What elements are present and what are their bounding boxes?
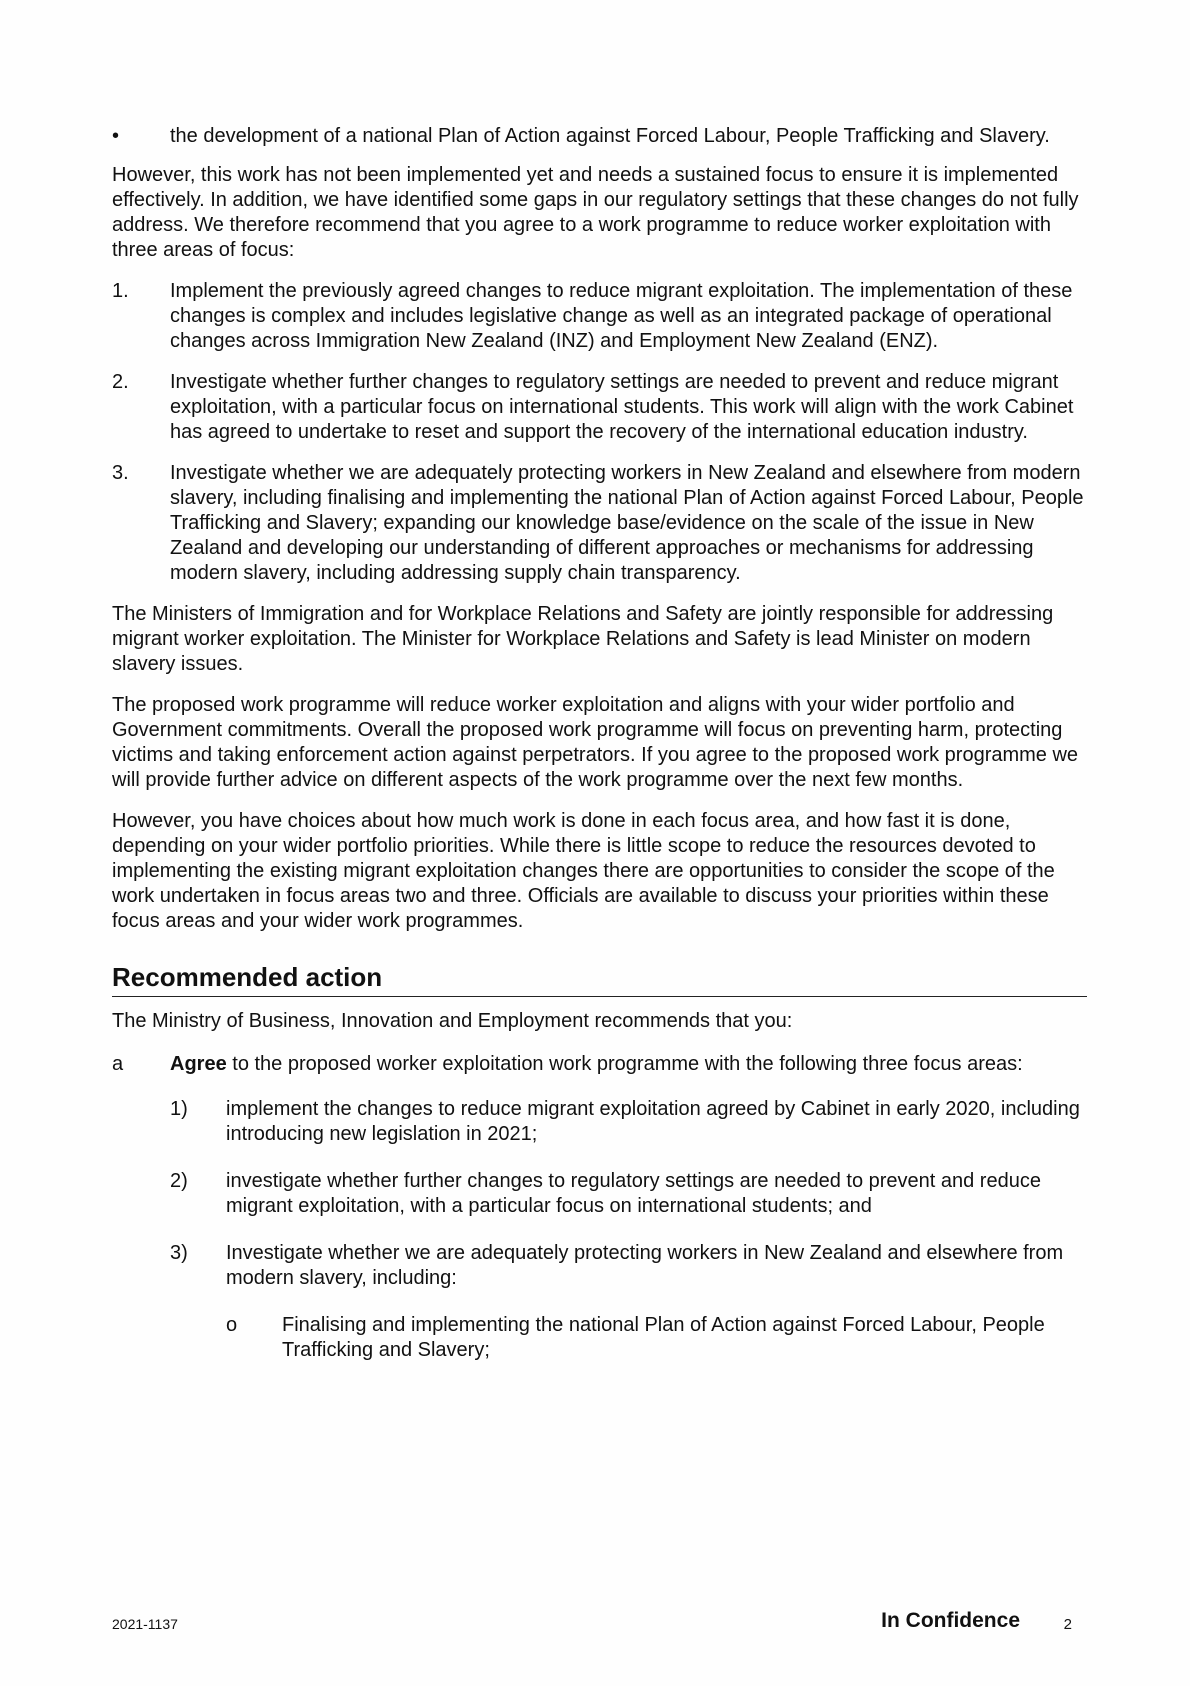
paragraph-however-choices: However, you have choices about how much work is done in each focus area, and how fast it is done, depending on your wider portfolio priorities. While there is little scope to reduce the resources devoted to implementing the existing migrant exploitation changes there are opportunities to consider the scope of the work undertaken in focus areas two and three. Officials are available to discuss your priorities within these focus areas and your wider work programmes.	[112, 810, 1055, 932]
paragraph-ministers: The Ministers of Immigration and for Workplace Relations and Safety are jointly responsible for addressing migrant worker exploitation. The Minister for Workplace Relations and Safety is lead Minister on modern slavery issues.	[112, 603, 1054, 675]
recommendation-body: to the proposed worker exploitation work programme with the following three focus areas:	[226, 1053, 1023, 1075]
list-text: Finalising and implementing the national Plan of Action against Forced Labour, People Trafficking and Slavery;	[282, 1314, 1045, 1361]
list-marker: 3.	[112, 462, 129, 484]
recommendation-item-a	[112, 1052, 1087, 1077]
focus-area-item	[112, 370, 1087, 445]
document-reference: 2021-1137	[112, 1616, 178, 1632]
focus-area-item	[112, 461, 1087, 586]
recommendation-intro: The Ministry of Business, Innovation and Employment recommends that you:	[112, 1010, 793, 1032]
focus-area-item	[112, 279, 1087, 354]
list-marker: 1.	[112, 280, 129, 302]
recommendation-text	[170, 1052, 1087, 1077]
list-text: investigate whether further changes to regulatory settings are needed to prevent and reduce migrant exploitation, with a particular focus on international students; and	[226, 1170, 1041, 1217]
list-marker: 2.	[112, 371, 129, 393]
paragraph-however-work-not-implemented: However, this work has not been implemented yet and needs a sustained focus to ensure it is implemented effectively. In addition, we have identified some gaps in our regulatory settings that these changes do not fully address. We therefore recommend that you agree to a work programme to reduce worker exploitation with three areas of focus:	[112, 164, 1079, 261]
recommendation-sub-item	[170, 1241, 1087, 1291]
recommendation-sub-sub-item	[226, 1313, 1087, 1363]
list-text: Investigate whether further changes to regulatory settings are needed to prevent and reduce migrant exploitation, with a particular focus on international students. This work will align with the work Cabinet has agreed to undertake to reset and support the recovery of the international education industry.	[170, 371, 1074, 443]
bullet-marker: •	[112, 125, 120, 147]
page-footer	[112, 1608, 1072, 1632]
bullet-text: the development of a national Plan of Action against Forced Labour, People Trafficking and Slavery.	[170, 125, 1050, 147]
page-number: 2	[1063, 1616, 1072, 1633]
list-marker: 3)	[170, 1242, 188, 1264]
recommendation-sub-item	[170, 1169, 1087, 1219]
list-marker: 1)	[170, 1098, 188, 1120]
list-text: Investigate whether we are adequately protecting workers in New Zealand and elsewhere from modern slavery, including:	[226, 1242, 1064, 1289]
paragraph-proposed-programme: The proposed work programme will reduce worker exploitation and aligns with your wider portfolio and Government commitments. Overall the proposed work programme will focus on preventing harm, protecting victims and taking enforcement action against perpetrators. If you agree to the proposed work programme we will provide further advice on different aspects of the work programme over the next few months.	[112, 694, 1079, 791]
list-text: implement the changes to reduce migrant exploitation agreed by Cabinet in early 2020, including introducing new legislation in 2021;	[226, 1098, 1080, 1145]
bullet-item	[112, 124, 1087, 149]
list-marker: a	[112, 1053, 124, 1075]
classification-label: In Confidence	[881, 1609, 1020, 1632]
recommendation-verb: Agree	[170, 1053, 227, 1075]
list-marker: 2)	[170, 1170, 188, 1192]
section-heading-recommended-action: Recommended action	[112, 962, 1087, 997]
recommendation-sub-item	[170, 1097, 1087, 1147]
list-text: Investigate whether we are adequately protecting workers in New Zealand and elsewhere from modern slavery, including finalising and implementing the national Plan of Action against Forced Labour, People Trafficking and Slavery; expanding our knowledge base/evidence on the scale of the issue in New Zealand and developing our understanding of different approaches or mechanisms for addressing modern slavery, including addressing supply chain transparency.	[170, 462, 1084, 584]
list-text: Implement the previously agreed changes to reduce migrant exploitation. The implementation of these changes is complex and includes legislative change as well as an integrated package of operational changes across Immigration New Zealand (INZ) and Employment New Zealand (ENZ).	[170, 280, 1073, 352]
circle-bullet-marker: o	[226, 1314, 238, 1336]
page-content	[112, 124, 1087, 1379]
